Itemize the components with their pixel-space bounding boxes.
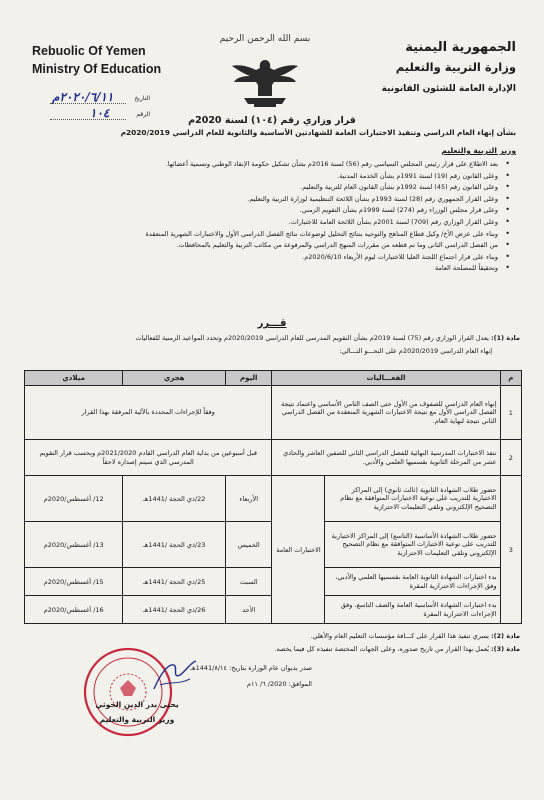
row-day: السبت: [226, 568, 272, 596]
article-2: [20, 632, 520, 640]
row-category: الاختبارات العامة: [272, 476, 325, 624]
issued-at: صدر بديوان عام الوزارة بتاريخ: 1441/٨/١٤هـ: [190, 664, 312, 672]
row-day: الأحد: [226, 596, 272, 624]
signature-icon: [150, 655, 200, 695]
row-merged-note: قبل أسبوعين من بداية العام الدراسي القادم 2021/2020م وبحسب قرار التقويم المدرسي الذي سيتم إصداره لاحقاً: [25, 440, 272, 476]
english-country-name: Rebuolic Of Yemen: [32, 44, 146, 58]
number-label: الرقم: [136, 111, 150, 118]
bismillah-calligraphy: بسم الله الرحمن الرحيم: [219, 34, 311, 44]
schedule-table: [24, 370, 522, 624]
preamble-item: • بعد الاطلاع على قرار رئيس المجلس السياسي رقم (56) لسنة 2016م بشأن تشكيل حكومة الإنقاذ الوطني وتسمية أعضائها.: [30, 160, 510, 168]
arabic-department-name: الإدارة العامة للشئون القانونية: [381, 84, 516, 94]
article-1-label: مادة (1):: [491, 334, 520, 342]
signatory-title: وزير التربية والتعليم: [99, 715, 175, 724]
decides-heading: قـــرر: [257, 318, 287, 329]
preamble-item: • وبناء على عرض الأخ/ وكيل قطاع المناهج والتوجيه بنتائج التحليل لوضوعات نتائج الفصل الدراسي الأول والاختبارات الشهرية المنعقدة: [30, 230, 510, 238]
article-1-continuation: إنهاء العام الدراسي 2020/2019م على النحـــو التـــالي:: [339, 347, 492, 355]
row-gregorian: 15/ أغسطس/2020م: [25, 568, 123, 596]
row-event: إنهاء العام الدراسي للصفوف من الأول حتى الصف الثامن الأساسي واعتماد نتيجة الفصل الدراسي الأول مع نتيجة الاختبارات الشهرية المنعقدة من الفصل الدراسي الثاني نتيجة لنهاية العام.: [272, 386, 500, 440]
row-hijri: 26/ذي الحجة /1441هـ: [123, 596, 226, 624]
article-2-label: مادة (2):: [491, 632, 520, 640]
table-row: [25, 476, 522, 522]
row-gregorian: 16/ أغسطس/2020م: [25, 596, 123, 624]
table-row: [25, 386, 522, 440]
preamble-item: • وعلى قرار مجلس الوزراء رقم (274) لسنة 1999م بشأن التقويم الزمني.: [30, 206, 510, 214]
row-hijri: 23/ذي الحجة /1441هـ: [123, 522, 226, 568]
signatory-name: يحيى بدر الدين الحوثي: [95, 700, 179, 709]
article-3-text: يُعمل بهذا القرار من تاريخ صدوره، وعلى الجهات المختصة تنفيذه كل فيما يخصه.: [274, 645, 489, 653]
row-merged-note: وفقاً للإجراءات المحددة بالآلية المرفقة بهذا القرار: [25, 386, 272, 440]
yemen-eagle-emblem-icon: [230, 54, 300, 110]
row-event: حضور طلاب الشهادة الثانوية (ثالث ثانوي) إلى المراكز الاختبارية للتدريب على نوعية الاختبارات المتوافقة مع نظام التصحيح الإلكتروني وتلقي التعليمات الاحترازية: [325, 476, 500, 522]
date-field: [50, 92, 150, 104]
preamble-item: • وعلى القرار الوزاري رقم (709) لسنة 2001م بشأن اللائحة العامة للاختبارات.: [30, 218, 510, 226]
preamble-list: [30, 160, 510, 276]
preamble-item: • وتحقيقاً للمصلحة العامة: [30, 264, 510, 272]
schedule-table-wrap: [24, 370, 522, 624]
preamble-item: • وعلى القانون رقم (45) لسنة 1992م بشأن القانون العام للتربية والتعليم.: [30, 183, 510, 191]
preamble-item: • وبناء على قرار اجتماع اللجنة العليا للاختبارات ليوم الأربعاء 2020/6/10م.: [30, 253, 510, 261]
decree-issuer: وزير التربية والتعليم: [441, 146, 516, 155]
row-event: تنفذ الاختبارات المدرسية النهائية للفصل الدراسي الثاني للصفين العاشر والحادي عشر من المرحلة الثانوية بقسميها العلمي والأدبي.: [272, 440, 500, 476]
row-event: بدء اختبارات الشهادة الثانوية العامة بقسميها العلمي والأدبي، وفق الإجراءات الاحترازية المقرة: [325, 568, 500, 596]
row-gregorian: 13/ أغسطس/2020م: [25, 522, 123, 568]
table-header-row: [25, 371, 522, 386]
row-hijri: 25/ذي الحجة /1441هـ: [123, 568, 226, 596]
col-header-event: الفعـــاليات: [272, 371, 500, 386]
row-gregorian: 12/ أغسطس/2020م: [25, 476, 123, 522]
date-label: التاريخ: [134, 95, 150, 102]
row-day: الأربعاء: [226, 476, 272, 522]
col-header-day: اليوم: [226, 371, 272, 386]
decree-title: قرار وزاري رقم (١٠٤) لسنة 2020م: [188, 115, 356, 126]
row-hijri: 22/ذي الحجة /1441هـ: [123, 476, 226, 522]
number-value: ١٠٤: [90, 106, 110, 120]
article-1-text: يعدل القرار الوزاري رقم (75) لسنة 2019م بشأن التقويم المدرسي للعام الدراسي 2020/2019م وتحدد المواعيد الزمنية للفعاليات: [135, 334, 489, 342]
row-event: حضور طلاب الشهادة الأساسية (التاسع) إلى المراكز الاختبارية للتدريب على نوعية الاختبارات المتوافقة مع نظام التصحيح الإلكتروني وتلقي التعليمات الاحترازية: [325, 522, 500, 568]
preamble-item: • من الفصل الدراسي الثاني وما تم قطعه من مقررات المنهج الدراسي والمرفوعة من مكاتب التربية والتعليم بالمحافظات.: [30, 241, 510, 249]
corresponding-date: الموافق: 2020/ ٦/ ١١م: [246, 680, 312, 688]
preamble-item: • وعلى القانون رقم (19) لسنة 1991م بشأن الخدمة المدنية.: [30, 172, 510, 180]
col-header-hijri: هجري: [123, 371, 226, 386]
row-num: 2: [500, 440, 521, 476]
col-header-num: م: [500, 371, 521, 386]
arabic-ministry-name: وزارة التربية والتعليم: [395, 60, 516, 74]
table-row: [25, 440, 522, 476]
english-ministry-name: Ministry Of Education: [32, 62, 162, 76]
row-event: بدء اختبارات الشهادة الأساسية العامة والصف التاسع، وفق الإجراءات الاحترازية المقرة: [325, 596, 500, 624]
row-num: 1: [500, 386, 521, 440]
article-2-text: يسري تنفيذ هذا القرار على كـــافة مؤسسات التعليم العام والأهلي.: [310, 632, 489, 640]
date-value: ٢٠٢٠/٦/١١م: [52, 90, 114, 104]
preamble-item: • وعلى القرار الجمهوري رقم (28) لسنة 1993م بشأن اللائحة التنظيمية لوزارة التربية والتعليم.: [30, 195, 510, 203]
arabic-country-name: الجمهورية اليمنية: [405, 40, 516, 55]
row-day: الخميس: [226, 522, 272, 568]
decree-subtitle: بشأن إنهاء العام الدراسي وتنفيذ الاختبارات العامة للشهادتين الأساسية والثانوية للعام الدراسي 2020/2019م: [120, 128, 516, 137]
article-3-label: مادة (3):: [491, 645, 520, 653]
col-header-gregorian: ميلادي: [25, 371, 123, 386]
row-num: 3: [500, 476, 521, 624]
article-1: [20, 334, 520, 343]
